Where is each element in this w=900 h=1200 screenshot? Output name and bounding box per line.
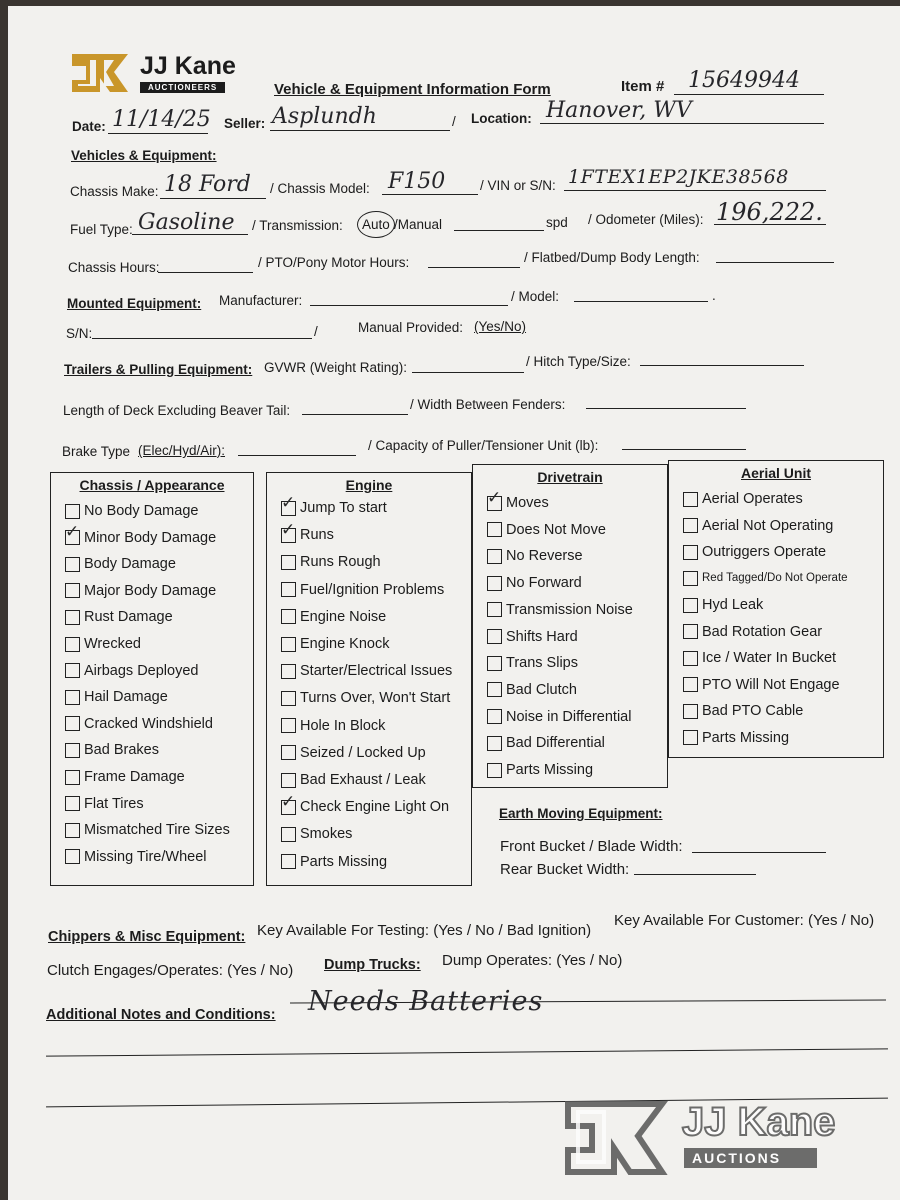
checkbox-label: Aerial Operates xyxy=(702,491,803,507)
model-label: / Chassis Model: xyxy=(270,181,370,196)
checkbox-label: Hyd Leak xyxy=(702,597,764,613)
checkbox[interactable] xyxy=(487,709,502,724)
pto-line xyxy=(428,267,520,268)
hitch-line xyxy=(640,365,804,366)
aerial-item[interactable] xyxy=(683,518,833,534)
checkbox-label: Airbags Deployed xyxy=(84,662,199,679)
checkbox[interactable] xyxy=(65,770,80,785)
checkbox-label: Parts Missing xyxy=(702,729,790,746)
checkbox[interactable] xyxy=(683,598,698,613)
deck-line xyxy=(302,414,408,415)
checkbox-label: Check Engine Light On xyxy=(300,799,450,816)
checkbox[interactable] xyxy=(65,796,80,811)
dump-heading: Dump Trucks: xyxy=(324,957,421,973)
chassis-box-title: Chassis / Appearance xyxy=(79,477,225,493)
aerial-item[interactable] xyxy=(683,597,763,613)
vin-line xyxy=(564,190,826,191)
checkbox-label: Bad PTO Cable xyxy=(702,703,804,719)
checkbox[interactable] xyxy=(65,583,80,598)
checkbox-label: Bad Brakes xyxy=(84,742,159,759)
checkbox[interactable] xyxy=(65,823,80,838)
engine-item[interactable] xyxy=(281,826,352,842)
engine-item[interactable] xyxy=(281,854,387,870)
checkbox[interactable] xyxy=(65,663,80,678)
chassis-item[interactable] xyxy=(65,522,217,546)
checkmark-icon: ✓ xyxy=(487,487,502,508)
key-testing-text: Key Available For Testing: (Yes / No / Bad Ignition) xyxy=(257,922,592,939)
checkbox[interactable] xyxy=(281,773,296,788)
engine-box xyxy=(266,472,472,886)
checkbox-label: Noise in Differential xyxy=(506,708,632,725)
chassis-item[interactable] xyxy=(65,583,216,599)
checkbox-label: Transmission Noise xyxy=(506,601,633,618)
trans-auto-label: Auto xyxy=(362,217,390,232)
checkbox[interactable] xyxy=(683,492,698,507)
checkbox-label: Parts Missing xyxy=(300,853,388,870)
brand-sub: AUCTIONEERS xyxy=(148,83,218,92)
notes-value: Needs Batteries xyxy=(308,986,544,1017)
checkbox-label: Engine Knock xyxy=(300,636,390,652)
checkbox[interactable] xyxy=(683,677,698,692)
drivetrain-item[interactable] xyxy=(487,682,577,698)
checkbox[interactable] xyxy=(65,610,80,625)
drivetrain-item[interactable] xyxy=(487,602,633,618)
checkbox[interactable] xyxy=(487,682,502,697)
checkbox[interactable] xyxy=(65,743,80,758)
checkbox-label: Bad Rotation Gear xyxy=(702,623,823,640)
hours-line xyxy=(158,272,253,273)
drivetrain-box xyxy=(472,464,668,788)
chassis-item[interactable] xyxy=(65,769,185,785)
checkbox-label: Flat Tires xyxy=(84,795,144,812)
checkbox[interactable] xyxy=(683,624,698,639)
clutch-text: Clutch Engages/Operates: (Yes / No) xyxy=(47,962,294,979)
checkbox-label: Mismatched Tire Sizes xyxy=(84,822,230,839)
fuel-label: Fuel Type: xyxy=(70,222,133,237)
dump-operates-text: Dump Operates: (Yes / No) xyxy=(442,952,623,969)
brand-name: JJ Kane xyxy=(140,52,236,80)
chassis-item[interactable] xyxy=(65,636,141,652)
mounted-model-line xyxy=(574,301,708,302)
aerial-item[interactable] xyxy=(683,571,848,586)
item-line xyxy=(674,94,824,95)
engine-item[interactable] xyxy=(281,745,426,761)
spd-line xyxy=(454,230,544,231)
chassis-item[interactable] xyxy=(65,689,168,705)
checkbox[interactable] xyxy=(281,555,296,570)
chassis-item[interactable] xyxy=(65,609,173,625)
checkbox[interactable] xyxy=(487,576,502,591)
checkbox-label: Minor Body Damage xyxy=(84,529,217,546)
checkbox[interactable] xyxy=(281,791,296,815)
checkbox-label: Does Not Move xyxy=(506,521,606,538)
model-value: F150 xyxy=(388,169,446,194)
checkbox[interactable] xyxy=(281,637,296,652)
vin-value: 1FTEX1EP2JKE38568 xyxy=(568,166,789,188)
watermark-name: JJ Kane xyxy=(682,1100,836,1144)
checkbox-label: Parts Missing xyxy=(506,762,594,778)
chassis-item[interactable] xyxy=(65,849,206,865)
chassis-item[interactable] xyxy=(65,663,198,679)
engine-item[interactable] xyxy=(281,718,385,734)
gvwr-line xyxy=(412,372,524,373)
chassis-item[interactable] xyxy=(65,503,198,519)
checkbox[interactable] xyxy=(487,602,502,617)
spd-label: spd xyxy=(546,215,568,230)
trans-auto-option[interactable] xyxy=(357,211,395,238)
drivetrain-item[interactable] xyxy=(487,655,578,671)
chassis-item[interactable] xyxy=(65,716,213,732)
engine-item[interactable] xyxy=(281,663,452,679)
capacity-label: / Capacity of Puller/Tensioner Unit (lb): xyxy=(368,438,599,453)
trans-label: / Transmission: xyxy=(252,218,343,233)
form-title: Vehicle & Equipment Information Form xyxy=(274,81,551,98)
checkbox-label: Red Tagged/Do Not Operate xyxy=(702,572,848,584)
checkbox-label: PTO Will Not Engage xyxy=(702,676,840,693)
location-label: Location: xyxy=(471,111,532,126)
checkbox[interactable] xyxy=(65,557,80,572)
checkbox-label: Turns Over, Won't Start xyxy=(300,690,451,707)
engine-item[interactable] xyxy=(281,519,334,544)
manual-label: Manual Provided: xyxy=(358,320,464,335)
checkbox[interactable] xyxy=(281,492,296,516)
engine-item[interactable] xyxy=(281,609,386,625)
jk-watermark-icon xyxy=(564,1098,668,1178)
drivetrain-item[interactable] xyxy=(487,487,549,511)
mounted-heading: Mounted Equipment: xyxy=(67,296,202,311)
checkbox[interactable] xyxy=(683,518,698,533)
drivetrain-item[interactable] xyxy=(487,522,606,538)
sn-label: S/N: xyxy=(66,326,93,341)
checkbox[interactable] xyxy=(487,629,502,644)
checkbox-label: Major Body Damage xyxy=(84,582,217,599)
engine-item[interactable] xyxy=(281,690,450,706)
checkbox-label: Seized / Locked Up xyxy=(300,744,426,761)
checkbox-label: Body Damage xyxy=(84,556,176,573)
checkbox-label: No Body Damage xyxy=(84,503,199,519)
checkbox-label: Smokes xyxy=(300,826,353,843)
checkbox[interactable] xyxy=(281,854,296,869)
drivetrain-item[interactable] xyxy=(487,629,578,645)
checkbox-label: Starter/Electrical Issues xyxy=(300,663,453,680)
checkbox-label: Runs Rough xyxy=(300,554,381,571)
seller-label: Seller: xyxy=(224,116,266,131)
checkbox[interactable] xyxy=(487,487,502,511)
checkbox[interactable] xyxy=(281,519,296,543)
engine-item[interactable] xyxy=(281,772,426,788)
checkbox-label: Runs xyxy=(300,527,334,544)
item-value: 15649944 xyxy=(688,68,800,93)
make-value: 18 Ford xyxy=(164,172,251,197)
aerial-item[interactable] xyxy=(683,677,840,693)
item-label: Item # xyxy=(621,78,665,95)
vehicles-heading: Vehicles & Equipment: xyxy=(71,148,217,163)
sn-sep: / xyxy=(314,324,318,339)
checkbox[interactable] xyxy=(281,718,296,733)
rear-bucket-line xyxy=(634,874,756,875)
location-value: Hanover, WV xyxy=(546,98,692,123)
checkbox-label: Frame Damage xyxy=(84,769,185,785)
flatbed-line xyxy=(716,262,834,263)
checkbox[interactable] xyxy=(281,691,296,706)
checkbox[interactable] xyxy=(65,849,80,864)
mounted-model-label: / Model: xyxy=(511,289,560,304)
aerial-unit-box xyxy=(668,460,884,758)
engine-item[interactable] xyxy=(281,492,387,516)
checkbox-label: Outriggers Operate xyxy=(702,544,827,560)
chassis-item[interactable] xyxy=(65,556,176,572)
drivetrain-item[interactable] xyxy=(487,735,605,751)
checkbox[interactable] xyxy=(683,545,698,560)
checkbox[interactable] xyxy=(683,651,698,666)
form-page xyxy=(8,6,900,1200)
checkmark-icon: ✓ xyxy=(281,519,296,540)
aerial-item[interactable] xyxy=(683,544,826,560)
checkbox-label: Wrecked xyxy=(84,636,141,652)
chassis-item[interactable] xyxy=(65,822,230,838)
fuel-value: Gasoline xyxy=(138,210,235,235)
trans-manual-option[interactable]: /Manual xyxy=(394,217,443,232)
checkbox-label: Hail Damage xyxy=(84,689,168,706)
checkbox-label: Fuel/Ignition Problems xyxy=(300,581,445,598)
checkbox[interactable] xyxy=(487,522,502,537)
checkbox[interactable] xyxy=(281,609,296,624)
drivetrain-item[interactable] xyxy=(487,548,583,564)
rear-bucket-label: Rear Bucket Width: xyxy=(500,861,630,878)
checkbox-label: Shifts Hard xyxy=(506,628,578,645)
checkbox-label: Moves xyxy=(506,495,549,511)
manufacturer-line xyxy=(310,305,508,306)
checkbox-label: Engine Noise xyxy=(300,608,387,625)
brand-sub-badge xyxy=(140,82,225,93)
manufacturer-label: Manufacturer: xyxy=(219,293,303,308)
checkbox[interactable] xyxy=(65,522,80,545)
drivetrain-item[interactable] xyxy=(487,709,631,725)
checkbox[interactable] xyxy=(281,827,296,842)
checkbox[interactable] xyxy=(487,656,502,671)
checkmark-icon: ✓ xyxy=(281,492,296,513)
notes-line-2 xyxy=(46,1048,888,1056)
odo-value: 196,222. xyxy=(716,198,823,226)
brake-label: Brake Type xyxy=(62,444,131,459)
checkbox[interactable] xyxy=(487,736,502,751)
checkbox-label: Jump To start xyxy=(300,500,387,516)
jj-kane-watermark xyxy=(564,1094,886,1184)
make-line xyxy=(160,198,266,199)
chassis-appearance-box xyxy=(50,472,254,886)
checkbox-label: Cracked Windshield xyxy=(84,715,213,732)
pto-label: / PTO/Pony Motor Hours: xyxy=(258,255,410,270)
odo-label: / Odometer (Miles): xyxy=(588,212,704,227)
aerial-item[interactable] xyxy=(683,491,803,507)
engine-item[interactable] xyxy=(281,582,444,598)
engine-item[interactable] xyxy=(281,791,450,816)
checkbox-label: Ice / Water In Bucket xyxy=(702,650,837,666)
checkbox[interactable] xyxy=(683,730,698,745)
aerial-item[interactable] xyxy=(683,650,836,666)
chassis-item[interactable] xyxy=(65,796,144,812)
make-label: Chassis Make: xyxy=(70,184,159,199)
checkbox-label: Aerial Not Operating xyxy=(702,517,834,534)
checkbox[interactable] xyxy=(683,571,698,586)
checkbox-label: Missing Tire/Wheel xyxy=(84,848,207,865)
engine-item[interactable] xyxy=(281,554,381,570)
aerial-box-title: Aerial Unit xyxy=(740,465,811,481)
brake-line xyxy=(238,455,356,456)
watermark-sub: AUCTIONS xyxy=(684,1148,817,1168)
engine-box-title: Engine xyxy=(345,477,393,493)
seller-value: Asplundh xyxy=(272,104,377,129)
checkbox-label: Bad Differential xyxy=(506,735,605,752)
front-bucket-label: Front Bucket / Blade Width: xyxy=(500,838,683,855)
deck-label: Length of Deck Excluding Beaver Tail: xyxy=(63,403,291,418)
model-line xyxy=(382,194,478,195)
checkbox[interactable] xyxy=(65,504,80,519)
checkbox-label: Bad Exhaust / Leak xyxy=(300,772,426,788)
width-label: / Width Between Fenders: xyxy=(410,397,566,412)
checkbox[interactable] xyxy=(281,582,296,597)
seller-line xyxy=(270,130,450,131)
chassis-item[interactable] xyxy=(65,742,159,758)
checkbox-label: No Reverse xyxy=(506,548,583,565)
jj-kane-logo xyxy=(70,50,270,98)
seller-sep: / xyxy=(452,114,456,129)
engine-item[interactable] xyxy=(281,636,389,652)
chippers-heading: Chippers & Misc Equipment: xyxy=(48,929,246,945)
manual-options[interactable]: (Yes/No) xyxy=(474,319,527,334)
checkbox-label: Hole In Block xyxy=(300,717,386,734)
trailers-heading: Trailers & Pulling Equipment: xyxy=(64,362,253,377)
hitch-label: / Hitch Type/Size: xyxy=(526,354,631,369)
date-line xyxy=(108,133,208,134)
notes-label: Additional Notes and Conditions: xyxy=(46,1007,276,1023)
mounted-model-end: . xyxy=(712,288,716,303)
checkbox[interactable] xyxy=(65,690,80,705)
flatbed-label: / Flatbed/Dump Body Length: xyxy=(524,250,700,265)
checkbox[interactable] xyxy=(683,704,698,719)
earth-heading: Earth Moving Equipment: xyxy=(499,806,663,821)
checkbox-label: Bad Clutch xyxy=(506,681,577,698)
checkbox[interactable] xyxy=(65,716,80,731)
gvwr-label: GVWR (Weight Rating): xyxy=(264,360,408,375)
location-line xyxy=(540,123,824,124)
checkbox[interactable] xyxy=(65,637,80,652)
width-line xyxy=(586,408,746,409)
drivetrain-item[interactable] xyxy=(487,575,582,591)
checkbox[interactable] xyxy=(487,763,502,778)
capacity-line xyxy=(622,449,746,450)
drivetrain-item[interactable] xyxy=(487,762,593,778)
date-label: Date: xyxy=(72,119,106,134)
brake-options[interactable]: (Elec/Hyd/Air): xyxy=(138,443,226,458)
checkmark-icon: ✓ xyxy=(65,522,80,543)
front-bucket-line xyxy=(692,852,826,853)
sn-line xyxy=(92,338,312,339)
hours-label: Chassis Hours: xyxy=(68,260,160,275)
drivetrain-box-title: Drivetrain xyxy=(537,469,603,485)
aerial-item[interactable] xyxy=(683,730,789,746)
checkbox[interactable] xyxy=(281,745,296,760)
checkbox-label: Trans Slips xyxy=(506,655,578,672)
date-value: 11/14/25 xyxy=(112,107,211,132)
vin-label: / VIN or S/N: xyxy=(480,178,556,193)
checkmark-icon: ✓ xyxy=(281,791,296,812)
aerial-item[interactable] xyxy=(683,703,803,719)
checkbox-label: No Forward xyxy=(506,575,582,592)
jk-monogram-icon xyxy=(70,50,132,96)
checkbox[interactable] xyxy=(487,549,502,564)
key-customer-text: Key Available For Customer: (Yes / No) xyxy=(614,912,875,929)
aerial-item[interactable] xyxy=(683,624,822,640)
checkbox[interactable] xyxy=(281,664,296,679)
checkbox-label: Rust Damage xyxy=(84,609,173,626)
